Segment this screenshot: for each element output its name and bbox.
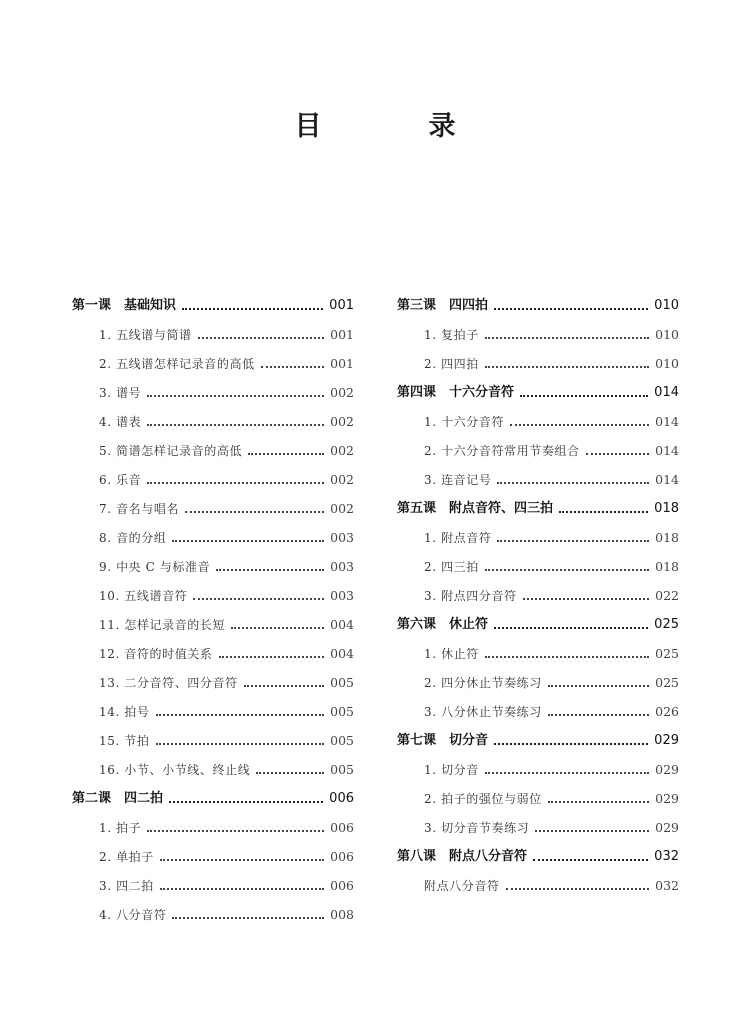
toc-page-number: 018 (655, 530, 679, 545)
toc-entry[interactable] (72, 639, 354, 668)
toc-entry-title: 3. 四二拍 (99, 879, 154, 893)
dot-leader (494, 308, 648, 310)
toc-entry-title: 14. 拍号 (99, 705, 150, 719)
toc-lesson-heading[interactable] (397, 494, 679, 523)
dot-leader (147, 482, 324, 484)
toc-page-number: 005 (330, 733, 354, 748)
toc-page-number: 032 (654, 849, 679, 864)
dot-leader (548, 801, 649, 803)
dot-leader (497, 482, 649, 484)
toc-page-number: 001 (330, 356, 354, 371)
dot-leader (586, 453, 649, 455)
toc-page-number: 014 (655, 414, 679, 429)
toc-page-number: 018 (654, 501, 679, 516)
toc-page-number: 026 (655, 704, 679, 719)
toc-entry-title: 12. 音符的时值关系 (99, 647, 213, 661)
toc-lesson-heading[interactable] (397, 726, 679, 755)
toc-page-number: 005 (330, 762, 354, 777)
toc-entry-title: 6. 乐音 (99, 473, 142, 487)
toc-page-number: 003 (330, 588, 354, 603)
toc-entry[interactable] (397, 349, 679, 378)
toc-page-number: 029 (655, 791, 679, 806)
toc-page-number: 001 (329, 298, 354, 313)
toc-entry-title: 第四课 十六分音符 (397, 385, 515, 400)
toc-entry-title: 3. 切分音节奏练习 (424, 821, 530, 835)
dot-leader (160, 859, 324, 861)
dot-leader (160, 888, 324, 890)
toc-lesson-heading[interactable] (72, 784, 354, 813)
toc-lesson-heading[interactable] (397, 291, 679, 320)
toc-entry-title: 1. 复拍子 (424, 328, 479, 342)
toc-entry-title: 2. 四分休止节奏练习 (424, 676, 542, 690)
toc-page-number: 032 (655, 878, 679, 893)
dot-leader (485, 772, 649, 774)
toc-entry[interactable] (72, 407, 354, 436)
toc-entry-title: 3. 附点四分音符 (424, 589, 517, 603)
toc-entry[interactable] (72, 552, 354, 581)
toc-page-number: 018 (655, 559, 679, 574)
toc-entry-title: 第五课 附点音符、四三拍 (397, 501, 554, 516)
dot-leader (156, 714, 325, 716)
toc-entry[interactable] (72, 726, 354, 755)
toc-entry[interactable] (397, 523, 679, 552)
toc-entry-title: 1. 十六分音符 (424, 415, 505, 429)
toc-entry-title: 第七课 切分音 (397, 733, 489, 748)
toc-page-number: 005 (330, 675, 354, 690)
toc-entry-title: 15. 节拍 (99, 734, 150, 748)
toc-entry-title: 1. 五线谱与简谱 (99, 328, 192, 342)
toc-entry-title: 11. 怎样记录音的长短 (99, 618, 226, 632)
toc-entry[interactable] (72, 668, 354, 697)
toc-page-number: 029 (655, 762, 679, 777)
dot-leader (523, 598, 649, 600)
toc-entry[interactable] (72, 755, 354, 784)
toc-page-number: 003 (330, 530, 354, 545)
dot-leader (216, 569, 324, 571)
dot-leader (535, 830, 649, 832)
toc-entry[interactable] (72, 349, 354, 378)
toc-entry[interactable] (397, 552, 679, 581)
toc-page-number: 006 (330, 820, 354, 835)
dot-leader (548, 685, 649, 687)
dot-leader (172, 540, 324, 542)
dot-leader (548, 714, 649, 716)
toc-entry-title: 9. 中央 C 与标准音 (99, 560, 211, 574)
toc-entry-title: 10. 五线谱音符 (99, 589, 188, 603)
dot-leader (533, 859, 648, 861)
toc-entry-title: 2. 拍子的强位与弱位 (424, 792, 542, 806)
toc-page-number: 010 (655, 327, 679, 342)
toc-page-number: 002 (330, 414, 354, 429)
toc-entry-title: 2. 十六分音符常用节奏组合 (424, 444, 580, 458)
dot-leader (497, 540, 649, 542)
toc-entry[interactable] (397, 407, 679, 436)
toc-page-number: 010 (655, 356, 679, 371)
toc-lesson-heading[interactable] (397, 378, 679, 407)
toc-entry[interactable] (72, 523, 354, 552)
toc-entry[interactable] (72, 842, 354, 871)
dot-leader (193, 598, 324, 600)
dot-leader (182, 308, 323, 310)
toc-entry-title: 第二课 四二拍 (72, 791, 164, 806)
toc-entry-title: 第六课 休止符 (397, 617, 489, 632)
toc-entry[interactable] (397, 668, 679, 697)
dot-leader (244, 685, 324, 687)
toc-entry[interactable] (72, 436, 354, 465)
toc-entry-title: 4. 谱表 (99, 415, 142, 429)
toc-entry[interactable] (72, 900, 354, 929)
toc-entry-title: 2. 四三拍 (424, 560, 479, 574)
toc-entry-title: 3. 连音记号 (424, 473, 492, 487)
toc-entry[interactable] (397, 436, 679, 465)
toc-entry[interactable] (397, 697, 679, 726)
toc-entry-title: 第一课 基础知识 (72, 298, 177, 313)
toc-lesson-heading[interactable] (397, 610, 679, 639)
toc-entry-title: 第八课 附点八分音符 (397, 849, 528, 864)
toc-page-number: 001 (330, 327, 354, 342)
toc-page-number: 003 (330, 559, 354, 574)
dot-leader (198, 337, 324, 339)
toc-page-number: 004 (330, 646, 354, 661)
toc-entry[interactable] (397, 320, 679, 349)
toc-entry-title: 1. 休止符 (424, 647, 479, 661)
toc-page-number: 022 (655, 588, 679, 603)
toc-page-number: 014 (654, 385, 679, 400)
dot-leader (147, 424, 324, 426)
toc-lesson-heading[interactable] (397, 842, 679, 871)
toc-entry-title: 附点八分音符 (424, 879, 500, 893)
dot-leader (169, 801, 323, 803)
dot-leader (219, 656, 325, 658)
toc-entry-title: 1. 附点音符 (424, 531, 492, 545)
toc-entry[interactable] (397, 784, 679, 813)
toc-page-number: 002 (330, 472, 354, 487)
toc-right-column (397, 291, 679, 900)
toc-page-number: 025 (655, 646, 679, 661)
toc-left-column (72, 291, 354, 929)
dot-leader (494, 627, 648, 629)
toc-page-number: 006 (330, 878, 354, 893)
toc-entry[interactable] (72, 610, 354, 639)
toc-entry[interactable] (72, 378, 354, 407)
toc-entry-title: 1. 拍子 (99, 821, 142, 835)
toc-page-number: 025 (655, 675, 679, 690)
toc-entry-title: 4. 八分音符 (99, 908, 167, 922)
toc-entry-title: 8. 音的分组 (99, 531, 167, 545)
dot-leader (485, 337, 649, 339)
toc-entry[interactable] (72, 581, 354, 610)
dot-leader (485, 569, 649, 571)
toc-entry-title: 第三课 四四拍 (397, 298, 489, 313)
dot-leader (256, 772, 324, 774)
dot-leader (485, 366, 649, 368)
toc-entry[interactable] (72, 697, 354, 726)
toc-page-number: 008 (330, 907, 354, 922)
page-title: 目 录 (294, 111, 496, 142)
toc-entry[interactable] (72, 494, 354, 523)
toc-page-number: 010 (654, 298, 679, 313)
dot-leader (248, 453, 324, 455)
toc-page-number: 014 (655, 472, 679, 487)
toc-entry[interactable] (397, 813, 679, 842)
toc-entry[interactable] (397, 871, 679, 900)
toc-entry-title: 5. 简谱怎样记录音的高低 (99, 444, 243, 458)
toc-entry-title: 2. 单拍子 (99, 850, 154, 864)
dot-leader (506, 888, 650, 890)
dot-leader (185, 511, 324, 513)
toc-page-number: 006 (330, 849, 354, 864)
dot-leader (156, 743, 325, 745)
dot-leader (172, 917, 324, 919)
dot-leader (231, 627, 324, 629)
toc-page-number: 002 (330, 385, 354, 400)
toc-page-number: 029 (655, 820, 679, 835)
toc-entry-title: 3. 八分休止节奏练习 (424, 705, 542, 719)
toc-entry-title: 2. 五线谱怎样记录音的高低 (99, 357, 255, 371)
toc-entry[interactable] (72, 320, 354, 349)
toc-page-number: 002 (330, 443, 354, 458)
toc-page-number: 004 (330, 617, 354, 632)
toc-entry-title: 3. 谱号 (99, 386, 142, 400)
toc-entry[interactable] (397, 465, 679, 494)
toc-entry-title: 16. 小节、小节线、终止线 (99, 763, 251, 777)
toc-entry[interactable] (397, 755, 679, 784)
toc-entry-title: 7. 音名与唱名 (99, 502, 180, 516)
toc-page-number: 002 (330, 501, 354, 516)
toc-entry-title: 13. 二分音符、四分音符 (99, 676, 238, 690)
dot-leader (147, 830, 324, 832)
dot-leader (510, 424, 649, 426)
toc-entry[interactable] (397, 639, 679, 668)
toc-page-number: 014 (655, 443, 679, 458)
dot-leader (261, 366, 324, 368)
toc-entry[interactable] (72, 465, 354, 494)
toc-page-number: 025 (654, 617, 679, 632)
toc-lesson-heading[interactable] (72, 291, 354, 320)
toc-entry-title: 2. 四四拍 (424, 357, 479, 371)
toc-entry[interactable] (397, 581, 679, 610)
dot-leader (147, 395, 324, 397)
toc-page-number: 006 (329, 791, 354, 806)
toc-entry[interactable] (72, 813, 354, 842)
dot-leader (485, 656, 649, 658)
toc-entry[interactable] (72, 871, 354, 900)
dot-leader (520, 395, 648, 397)
dot-leader (494, 743, 648, 745)
toc-page-number: 005 (330, 704, 354, 719)
toc-entry-title: 1. 切分音 (424, 763, 479, 777)
toc-page-number: 029 (654, 733, 679, 748)
dot-leader (559, 511, 648, 513)
